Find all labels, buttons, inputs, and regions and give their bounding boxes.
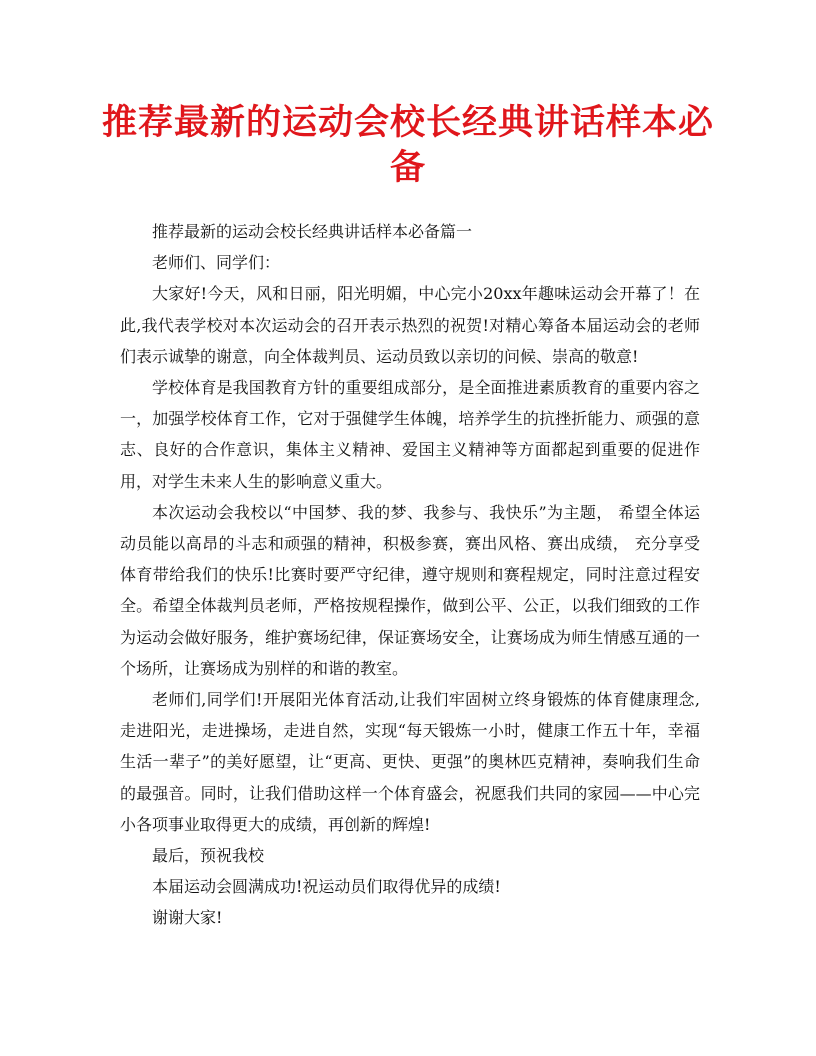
salutation: 老师们、同学们： <box>152 253 281 273</box>
paragraph-theme: 本次运动会我校以“中国梦、我的梦、我参与、我快乐”为主题， 希望全体运动员能以高昂的斗志和顽强的精神，积极参赛，赛出风格、赛出成绩， 充分享受体育带给我们的快乐!比赛时要严守纪律，遵守规则和赛程规定，同时注意过程安全。希望全体裁判员老师，严格按规程操作，做到公平、公正，以我们细致的工作为运动会做好服务，维护赛场纪律，保证赛场安全，让赛场成为师生情感互通的一个场所，让赛场成为别样的和谐的教室。 <box>120 502 700 678</box>
paragraph-school-sports: 学校体育是我国教育方针的重要组成部分，是全面推进素质教育的重要内容之一，加强学校体育工作，它对于强健学生体魄，培养学生的抗挫折能力、顽强的意志、良好的合作意识，集体主义精神、爱国主义精神等方面都起到重要的促进作用，对学生未来人生的影响意义重大。 <box>120 378 700 491</box>
paragraph-sunshine-sports: 老师们,同学们!开展阳光体育活动,让我们牢固树立终身锻炼的体育健康理念,走进阳光，走进操场，走进自然，实现“每天锻炼一小时，健康工作五十年，幸福生活一辈子”的美好愿望，让“更高、更快、更强”的奥林匹克精神，奏响我们生命的最强音。同时，让我们借助这样一个体育盛会，祝愿我们共同的家园——中心完小各项事业取得更大的成绩，再创新的辉煌! <box>120 690 700 834</box>
paragraph-closing-2: 本届运动会圆满成功!祝运动员们取得优异的成绩! <box>152 877 501 897</box>
paragraph-opening: 大家好!今天，风和日丽，阳光明媚，中心完小20xx年趣味运动会开幕了！在此,我代表学校对本次运动会的召开表示热烈的祝贺!对精心筹备本届运动会的老师们表示诚挚的谢意，向全体裁判员、运动员致以亲切的问候、崇高的敬意! <box>120 284 700 366</box>
document-title: 推荐最新的运动会校长经典讲话样本必备 <box>101 102 714 188</box>
section-heading: 推荐最新的运动会校长经典讲话样本必备篇一 <box>152 222 473 241</box>
paragraph-closing-1: 最后，预祝我校 <box>152 846 265 866</box>
document-body <box>120 216 700 934</box>
paragraph-thanks: 谢谢大家! <box>152 908 223 928</box>
